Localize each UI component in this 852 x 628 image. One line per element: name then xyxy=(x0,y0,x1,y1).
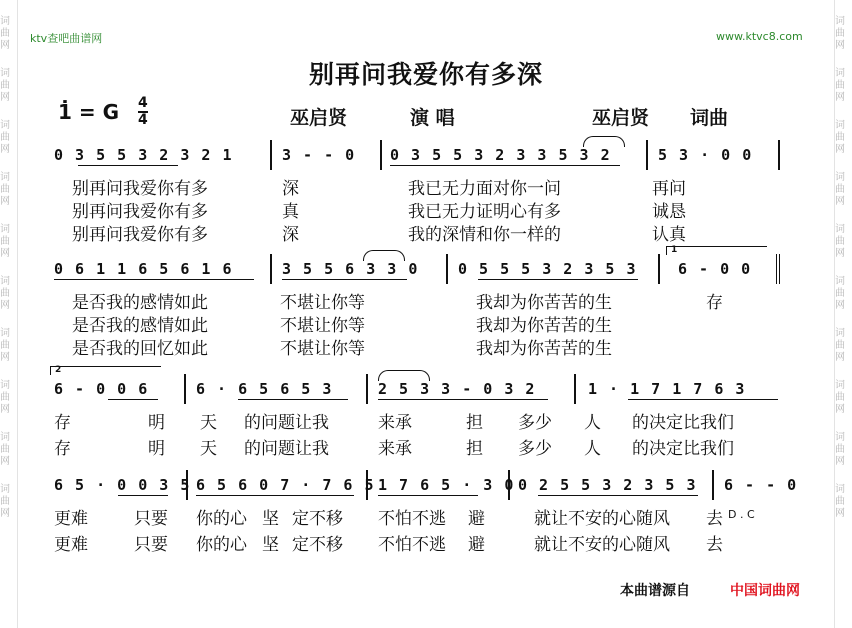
lyric: 坚 xyxy=(262,509,279,529)
side-text: 词曲网 xyxy=(835,68,845,103)
time-signature xyxy=(138,96,148,128)
beam-line xyxy=(78,165,178,166)
side-text: 词曲网 xyxy=(835,16,845,51)
lyric: 坚 xyxy=(262,535,279,555)
source-label: 本曲谱源自 xyxy=(620,583,690,599)
barline xyxy=(270,140,272,170)
measure: 0 3 5 5 3 2 3 2 1 xyxy=(54,146,234,164)
measure: 5 3 · 0 0 xyxy=(658,146,753,164)
notation-staff xyxy=(48,140,786,170)
side-text: 词曲网 xyxy=(0,276,10,311)
barline xyxy=(380,140,382,170)
lyric: 多少 xyxy=(518,439,552,459)
beam-line xyxy=(378,495,478,496)
lyric: 你的心 xyxy=(196,535,247,555)
da-capo-mark: D . C xyxy=(728,508,755,521)
beam-line xyxy=(196,495,354,496)
side-text: 词曲网 xyxy=(835,380,845,415)
side-text: 词曲网 xyxy=(0,16,10,51)
lyric: 人 xyxy=(584,413,601,433)
lyric: 来承 xyxy=(378,413,412,433)
lyric: 不堪让你等 xyxy=(280,316,365,336)
lyric: 我却为你苦苦的生 xyxy=(476,316,612,336)
measure: 6 - - 0 xyxy=(724,476,798,494)
lyric: 人 xyxy=(584,439,601,459)
score-system-3 xyxy=(48,365,786,459)
lyric: 认真 xyxy=(652,225,686,245)
barline xyxy=(646,140,648,170)
lyric: 的问题让我 xyxy=(244,413,329,433)
beam-line xyxy=(378,399,548,400)
lyric: 我已无力面对你一问 xyxy=(408,179,561,199)
measure: 1 · 1 7 1 7 6 3 xyxy=(588,380,746,398)
lyric: 去 xyxy=(706,535,723,555)
beam-line xyxy=(282,279,407,280)
measure: 6 - 0 0 xyxy=(678,260,752,278)
lyric: 天 xyxy=(200,439,217,459)
beam-line xyxy=(108,399,158,400)
beam-line xyxy=(390,165,620,166)
beam-line xyxy=(478,279,638,280)
score-system-2 xyxy=(48,245,786,359)
side-text: 词曲网 xyxy=(835,276,845,311)
barline xyxy=(778,140,780,170)
lyric: 只要 xyxy=(134,509,168,529)
measure: 6 · 6 5 6 5 3 xyxy=(196,380,333,398)
side-text: 词曲网 xyxy=(0,380,10,415)
source-site-link[interactable]: 中国词曲网 xyxy=(730,583,800,599)
repeat-barline xyxy=(776,254,780,284)
singer-name: 巫启贤 xyxy=(290,107,348,129)
slur xyxy=(363,250,405,261)
side-text: 词曲网 xyxy=(0,432,10,467)
composer-name: 巫启贤 xyxy=(592,107,650,129)
left-side-watermark xyxy=(0,0,18,628)
notation-staff xyxy=(48,470,798,500)
lyric: 明 xyxy=(148,413,165,433)
lyric: 更难 xyxy=(54,535,88,555)
measure: 0 2 5 5 3 2 3 5 3 xyxy=(518,476,698,494)
lyric: 深 xyxy=(282,225,299,245)
barline xyxy=(270,254,272,284)
lyric: 是否我的感情如此 xyxy=(72,316,208,336)
volta-number: 2 xyxy=(55,365,62,375)
beam-line xyxy=(538,495,698,496)
lyric: 担 xyxy=(466,413,483,433)
lyric: 去 xyxy=(706,509,723,529)
lyric: 深 xyxy=(282,179,299,199)
singer-role: 演 唱 xyxy=(410,107,455,129)
beam-line xyxy=(118,495,168,496)
lyric: 就让不安的心随风 xyxy=(534,535,670,555)
side-text: 词曲网 xyxy=(0,328,10,363)
lyric: 我却为你苦苦的生 xyxy=(476,339,612,359)
measure: 6 5 · 0 0 3 5 xyxy=(54,476,191,494)
lyric: 多少 xyxy=(518,413,552,433)
song-title: 别再问我爱你有多深 xyxy=(308,60,543,89)
barline xyxy=(186,470,188,500)
volta-bracket xyxy=(50,366,161,375)
side-text: 词曲网 xyxy=(835,172,845,207)
beam-line xyxy=(628,399,778,400)
lyric: 明 xyxy=(148,439,165,459)
barline xyxy=(366,470,368,500)
lyric: 担 xyxy=(466,439,483,459)
lyric: 的问题让我 xyxy=(244,439,329,459)
slur xyxy=(583,136,625,147)
notation-staff xyxy=(48,245,786,284)
lyric: 的决定比我们 xyxy=(632,439,734,459)
barline xyxy=(574,374,576,404)
volta-number: 1 xyxy=(671,245,678,255)
barline xyxy=(508,470,510,500)
barline xyxy=(658,254,660,284)
measure: 3 - - 0 xyxy=(282,146,356,164)
lyric: 不堪让你等 xyxy=(280,339,365,359)
beam-line xyxy=(238,399,348,400)
lyric: 你的心 xyxy=(196,509,247,529)
lyric: 存 xyxy=(54,439,71,459)
lyric: 别再问我爱你有多 xyxy=(72,225,208,245)
side-text: 词曲网 xyxy=(0,224,10,259)
lyric: 诚恳 xyxy=(652,202,686,222)
score-system-1 xyxy=(48,140,786,245)
side-text: 词曲网 xyxy=(835,224,845,259)
lyric: 别再问我爱你有多 xyxy=(72,179,208,199)
barline xyxy=(366,374,368,404)
barline xyxy=(712,470,714,500)
lyric: 定不移 xyxy=(292,535,343,555)
time-numerator: 4 xyxy=(138,95,148,111)
lyric: 避 xyxy=(468,509,485,529)
watermark-site-right[interactable]: www.ktvc8.com xyxy=(716,30,803,43)
side-text: 词曲网 xyxy=(835,432,845,467)
lyric: 不怕不逃 xyxy=(378,535,446,555)
right-side-watermark xyxy=(834,0,852,628)
lyric: 来承 xyxy=(378,439,412,459)
side-text: 词曲网 xyxy=(835,328,845,363)
barline xyxy=(446,254,448,284)
measure: 2 5 3 3 - 0 3 2 xyxy=(378,380,536,398)
lyric: 避 xyxy=(468,535,485,555)
lyric: 存 xyxy=(54,413,71,433)
lyric: 不怕不逃 xyxy=(378,509,446,529)
side-text: 词曲网 xyxy=(835,484,845,519)
lyric: 我已无力证明心有多 xyxy=(408,202,561,222)
slur xyxy=(378,370,430,381)
measure: 1 7 6 5 · 3 0 xyxy=(378,476,515,494)
side-text: 词曲网 xyxy=(0,172,10,207)
lyric: 是否我的感情如此 xyxy=(72,293,208,313)
notation-staff xyxy=(48,365,786,404)
measure: 6 5 6 0 7 · 7 6 5 xyxy=(196,476,376,494)
beam-line xyxy=(54,279,254,280)
time-denominator: 4 xyxy=(138,112,148,128)
lyric: 再问 xyxy=(652,179,686,199)
key-signature: 1̇ = G xyxy=(58,100,120,124)
side-text: 词曲网 xyxy=(0,484,10,519)
lyric: 的决定比我们 xyxy=(632,413,734,433)
lyric: 更难 xyxy=(54,509,88,529)
measure: 0 3 5 5 3 2 3 3 5 3 2 xyxy=(390,146,612,164)
lyric: 定不移 xyxy=(292,509,343,529)
lyric: 存 xyxy=(706,293,723,313)
composer-role: 词曲 xyxy=(690,107,729,129)
watermark-site-left[interactable]: ktv查吧曲谱网 xyxy=(30,32,103,45)
barline xyxy=(184,374,186,404)
lyric: 不堪让你等 xyxy=(280,293,365,313)
lyric: 我的深情和你一样的 xyxy=(408,225,561,245)
side-text: 词曲网 xyxy=(0,120,10,155)
score-system-4 xyxy=(48,470,798,555)
lyric: 天 xyxy=(200,413,217,433)
measure: 0 5 5 5 3 2 3 5 3 xyxy=(458,260,638,278)
lyric: 只要 xyxy=(134,535,168,555)
side-text: 词曲网 xyxy=(0,68,10,103)
lyric: 就让不安的心随风 xyxy=(534,509,670,529)
lyric: 我却为你苦苦的生 xyxy=(476,293,612,313)
lyric: 是否我的回忆如此 xyxy=(72,339,208,359)
volta-bracket xyxy=(666,246,767,255)
side-text: 词曲网 xyxy=(835,120,845,155)
lyric: 别再问我爱你有多 xyxy=(72,202,208,222)
measure: 0 6 1 1 6 5 6 1 6 xyxy=(54,260,234,278)
measure: 3 5 5 6 3 3 0 xyxy=(282,260,419,278)
measure: 6 - 0 0 6 xyxy=(54,380,149,398)
lyric: 真 xyxy=(282,202,299,222)
